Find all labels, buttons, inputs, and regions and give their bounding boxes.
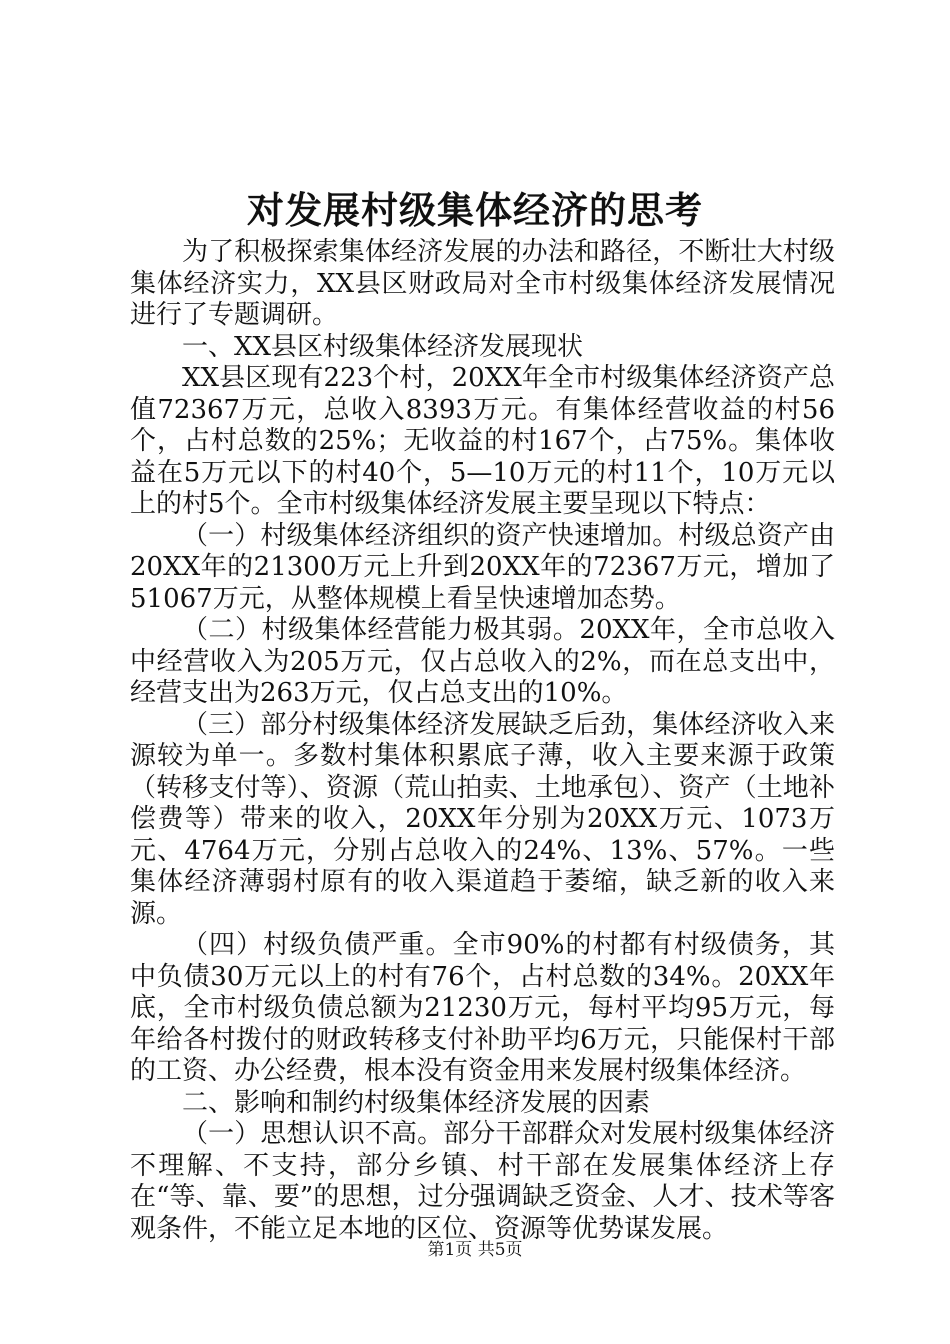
feature-paragraph-4: （四）村级负债严重。全市90%的村都有村级债务，其中负债30万元以上的村有76个，占村总数的34%。20XX年底，全市村级负债总额为21230万元，每村平均95万元，每年给各村拨付的财政转移支付补助平均6万元，只能保村干部的工资、办公经费，根本没有资金用来发展村级集体经济。 — [130, 930, 835, 1086]
intro-paragraph: 为了积极探索集体经济发展的办法和路径，不断壮大村级集体经济实力，XX县区财政局对全市村级集体经济发展情况进行了专题调研。 — [130, 237, 835, 330]
feature-paragraph-3: （三）部分村级集体经济发展缺乏后劲，集体经济收入来源较为单一。多数村集体积累底子薄，收入主要来源于政策（转移支付等）、资源（荒山拍卖、土地承包）、资产（土地补偿费等）带来的收入，20XX年分别为20XX万元、1073万元、4764万元，分别占总收入的24%、13%、57%。一些集体经济薄弱村原有的收入渠道趋于萎缩，缺乏新的收入来源。 — [130, 709, 835, 929]
feature-paragraph-2: （二）村级集体经营能力极其弱。20XX年，全市总收入中经营收入为205万元，仅占总收入的2%，而在总支出中，经营支出为263万元，仅占总支出的10%。 — [130, 615, 835, 708]
status-paragraph: XX县区现有223个村，20XX年全市村级集体经济资产总值72367万元，总收入8393万元。有集体经营收益的村56个，占村总数的25%；无收益的村167个，占75%。集体收益在5万元以下的村40个，5—10万元的村11个，10万元以上的村5个。全市村级集体经济发展主要呈现以下特点： — [130, 363, 835, 519]
feature-paragraph-1: （一）村级集体经济组织的资产快速增加。村级总资产由20XX年的21300万元上升到20XX年的72367万元，增加了51067万元，从整体规模上看呈快速增加态势。 — [130, 520, 835, 614]
document-title: 对发展村级集体经济的思考 — [247, 188, 703, 232]
factor-paragraph-1: （一）思想认识不高。部分干部群众对发展村级集体经济不理解、不支持，部分乡镇、村干部在发展集体经济上存在“等、靠、要”的思想，过分强调缺乏资金、人才、技术等客观条件，不能立足本地的区位、资源等优势谋发展。 — [130, 1119, 835, 1244]
page-footer: 第1页 共5页 — [427, 1240, 523, 1260]
document-body — [130, 237, 835, 1245]
section-heading-2: 二、影响和制约村级集体经济发展的因素 — [182, 1087, 651, 1118]
section-heading-1: 一、XX县区村级集体经济发展现状 — [182, 331, 584, 362]
